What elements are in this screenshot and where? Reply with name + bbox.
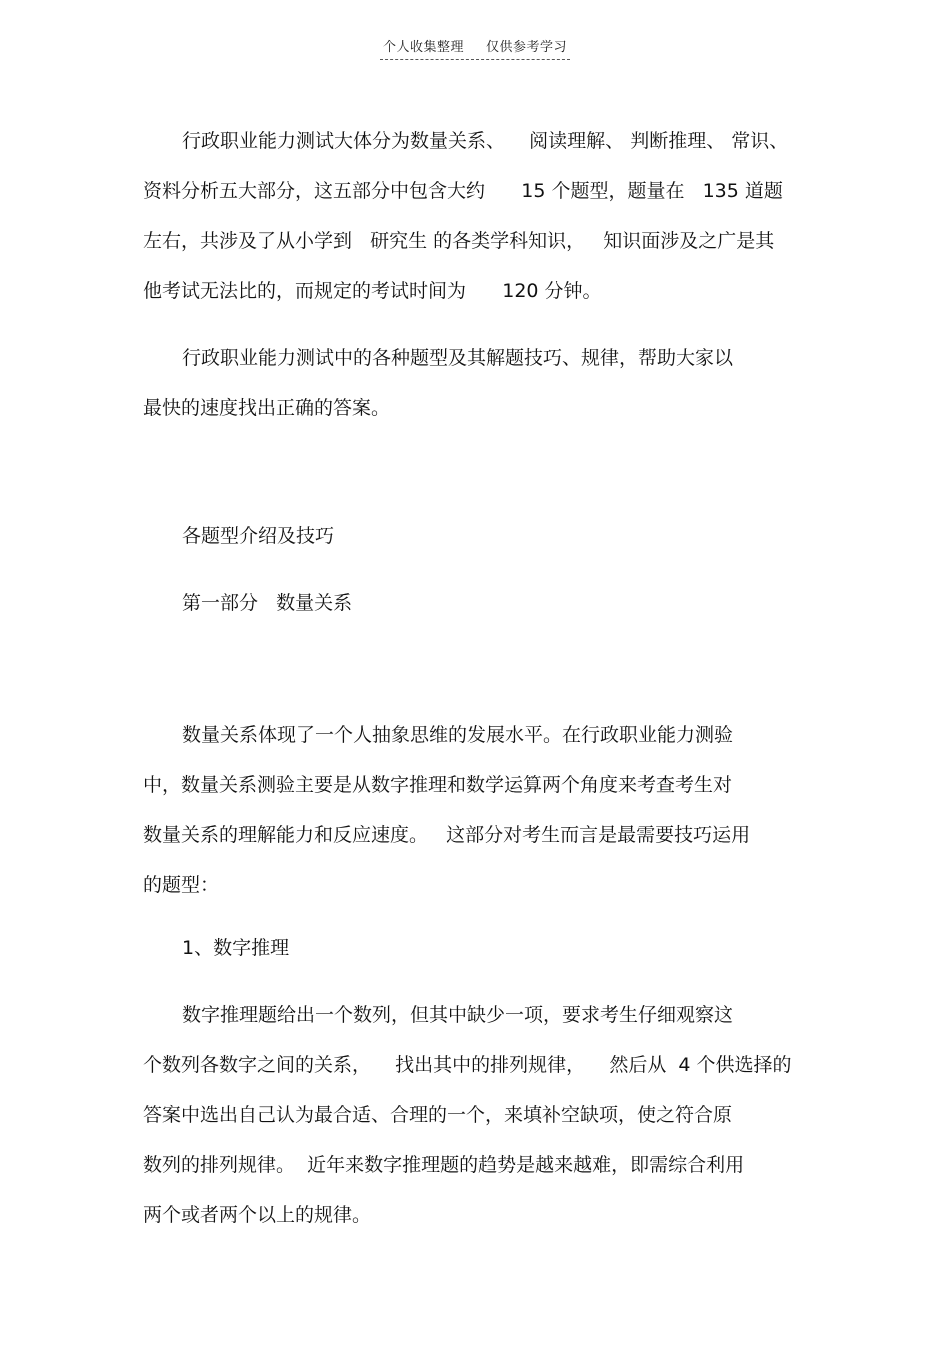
paragraph-4-line-1: 数字推理题给出一个数列，但其中缺少一项，要求考生仔细观察这: [182, 1004, 734, 1026]
part-heading: 第一部分 数量关系: [182, 592, 353, 614]
paragraph-3-line-4: 的题型：: [143, 874, 220, 896]
paragraph-2-line-2: 最快的速度找出正确的答案。: [143, 397, 391, 419]
header-right: 仅供参考学习: [486, 40, 568, 55]
paragraph-4-line-5: 两个或者两个以上的规律。: [143, 1204, 372, 1226]
paragraph-3-line-3: 数量关系的理解能力和反应速度。 这部分对考生而言是最需要技巧运用: [143, 824, 751, 846]
header-text: [380, 38, 570, 60]
paragraph-3-line-2: 中，数量关系测验主要是从数字推理和数学运算两个角度来考查考生对: [143, 774, 733, 796]
paragraph-4-line-4: 数列的排列规律。 近年来数字推理题的趋势是越来越难，即需综合利用: [143, 1154, 745, 1176]
paragraph-3-line-1: 数量关系体现了一个人抽象思维的发展水平。在行政职业能力测验: [182, 724, 734, 746]
paragraph-1-line-4: 他考试无法比的，而规定的考试时间为 120 分钟。: [143, 280, 602, 302]
paragraph-1-line-1: 行政职业能力测试大体分为数量关系、 阅读理解、 判断推理、 常识、: [182, 130, 789, 152]
paragraph-1-line-3: 左右，共涉及了从小学到 研究生 的各类学科知识， 知识面涉及之广是其: [143, 230, 775, 252]
paragraph-4-line-2: 个数列各数字之间的关系， 找出其中的排列规律， 然后从 4 个供选择的: [143, 1054, 792, 1076]
paragraph-4-line-3: 答案中选出自己认为最合适、合理的一个，来填补空缺项，使之符合原: [143, 1104, 733, 1126]
header-left: 个人收集整理: [382, 40, 464, 55]
subheading-number-reasoning: 1、数字推理: [182, 937, 290, 959]
section-heading: 各题型介绍及技巧: [182, 525, 335, 547]
page-header: [0, 38, 950, 60]
paragraph-2-line-1: 行政职业能力测试中的各种题型及其解题技巧、规律，帮助大家以: [182, 347, 734, 369]
paragraph-1-line-2: 资料分析五大部分，这五部分中包含大约 15 个题型，题量在 135 道题: [143, 180, 783, 202]
